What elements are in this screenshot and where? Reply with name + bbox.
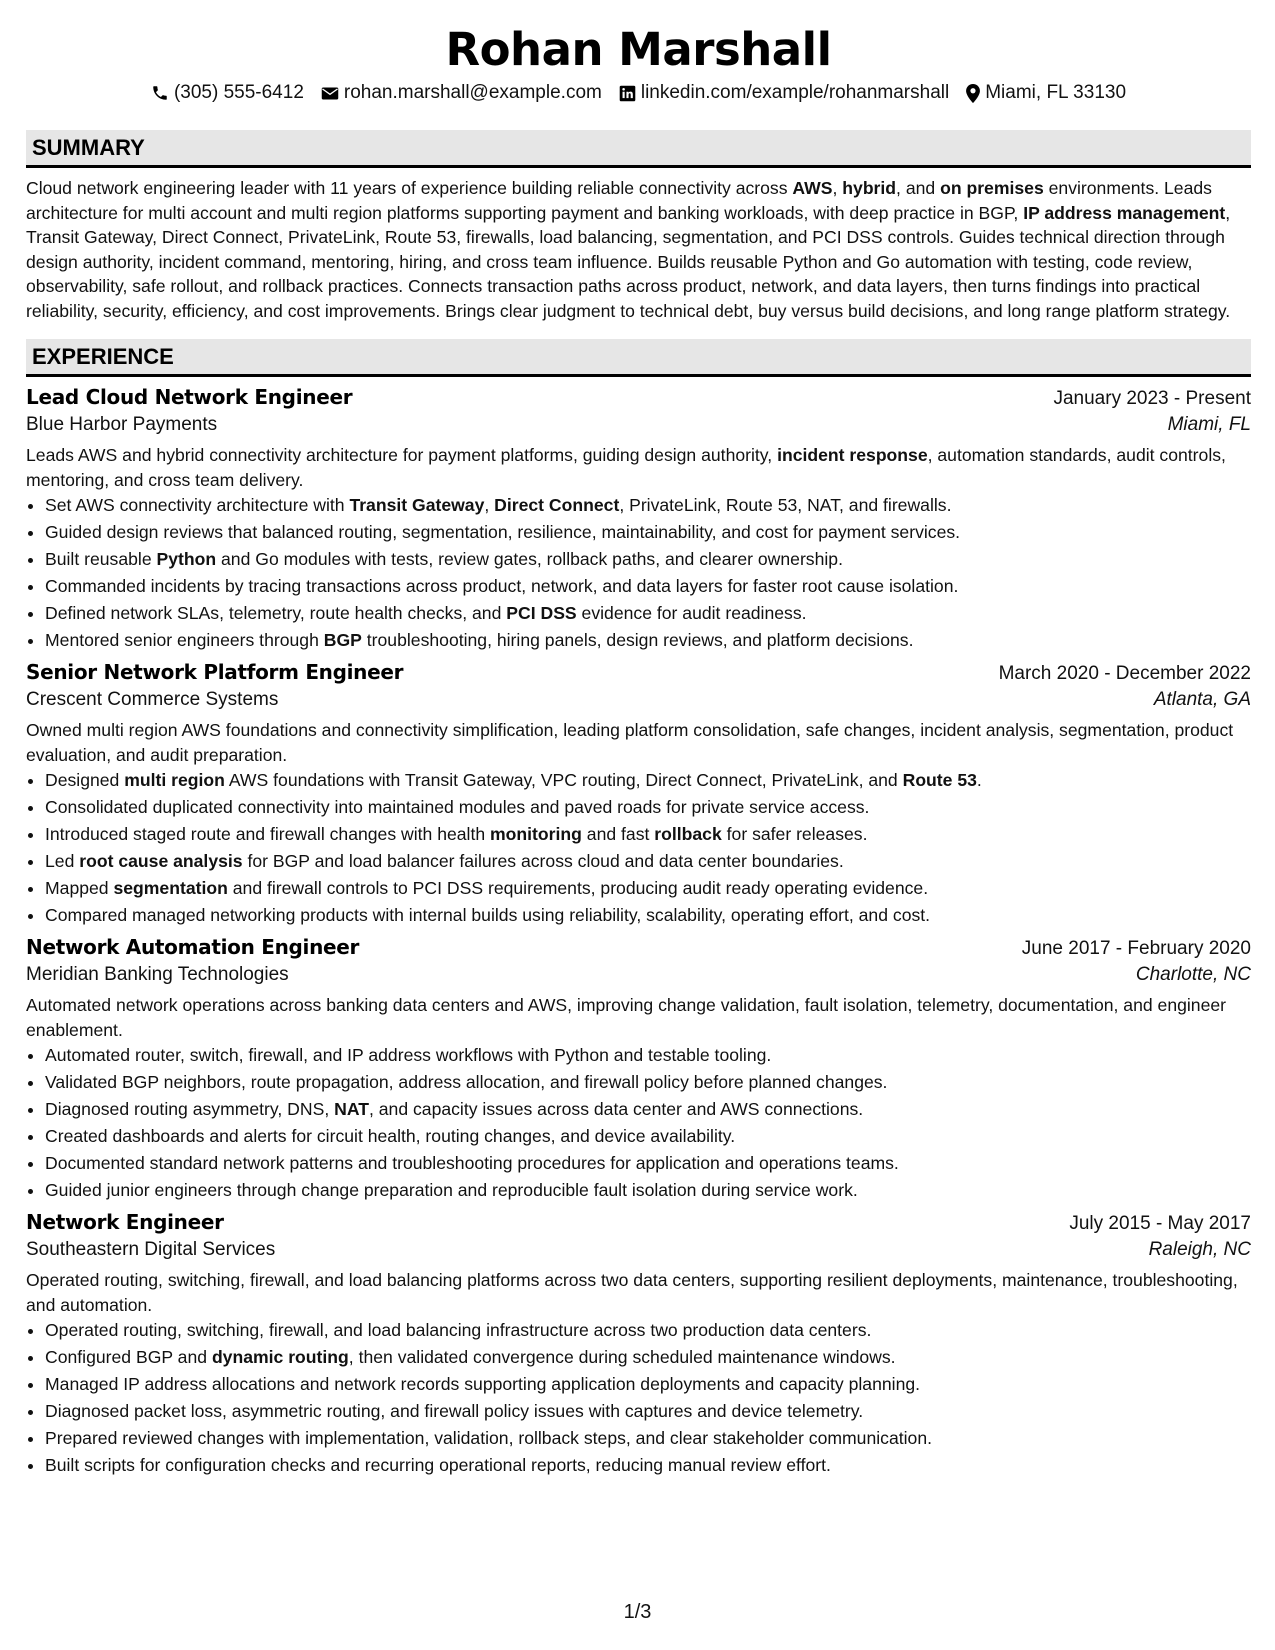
job-title: Network Automation Engineer xyxy=(26,935,360,959)
job-location: Atlanta, GA xyxy=(1153,689,1251,710)
bullet-item: • Compared managed networking products with internal builds using reliability, scalability, operating effort, and cost. xyxy=(45,902,1251,929)
bullet-item: • Operated routing, switching, firewall, and load balancing infrastructure across two production data centers. xyxy=(45,1317,1251,1344)
bullet-item: • Defined network SLAs, telemetry, route health checks, and PCI DSS evidence for audit readiness. xyxy=(45,600,1251,627)
job-company-row xyxy=(26,1239,1251,1261)
bullet-item: • Documented standard network patterns and troubleshooting procedures for application and operations teams. xyxy=(45,1150,1251,1177)
location-text: Miami, FL 33130 xyxy=(985,82,1127,103)
bullet-item: • Mapped segmentation and firewall controls to PCI DSS requirements, producing audit ready operating evidence. xyxy=(45,875,1251,902)
summary-heading: SUMMARY xyxy=(26,130,1251,168)
job-location: Miami, FL xyxy=(1167,414,1251,435)
bullet-item: • Automated router, switch, firewall, and IP address workflows with Python and testable tooling. xyxy=(45,1042,1251,1069)
job-company-row xyxy=(26,964,1251,986)
bullet-item: • Configured BGP and dynamic routing, then validated convergence during scheduled maintenance windows. xyxy=(45,1344,1251,1371)
bullet-item: • Guided design reviews that balanced routing, segmentation, resilience, maintainability, and cost for payment services. xyxy=(45,519,1251,546)
candidate-name: Rohan Marshall xyxy=(445,23,832,76)
bullet-item: • Diagnosed packet loss, asymmetric routing, and firewall policy issues with captures and device telemetry. xyxy=(45,1398,1251,1425)
job-entry xyxy=(26,385,1251,654)
bullet-item: • Commanded incidents by tracing transactions across product, network, and data layers for faster root cause isolation. xyxy=(45,573,1251,600)
job-company: Blue Harbor Payments xyxy=(26,414,218,435)
job-company-row xyxy=(26,689,1251,711)
bullet-item: • Built scripts for configuration checks and recurring operational reports, reducing manual review effort. xyxy=(45,1452,1251,1479)
job-header-row xyxy=(26,660,1251,685)
experience-list xyxy=(26,385,1251,1479)
bullet-item: • Prepared reviewed changes with implementation, validation, rollback steps, and clear stakeholder communication. xyxy=(45,1425,1251,1452)
bullet-item: • Created dashboards and alerts for circuit health, routing changes, and device availability. xyxy=(45,1123,1251,1150)
linkedin-icon xyxy=(619,85,636,102)
phone-icon xyxy=(151,84,169,102)
resume-page xyxy=(26,0,1251,1479)
job-location: Raleigh, NC xyxy=(1148,1239,1251,1260)
contact-linkedin[interactable] xyxy=(619,82,949,104)
bullet-item: • Led root cause analysis for BGP and load balancer failures across cloud and data center boundaries. xyxy=(45,848,1251,875)
job-entry xyxy=(26,935,1251,1204)
bullet-item: • Managed IP address allocations and network records supporting application deployments and capacity planning. xyxy=(45,1371,1251,1398)
bullet-item: • Built reusable Python and Go modules with tests, review gates, rollback paths, and clearer ownership. xyxy=(45,546,1251,573)
phone-text: (305) 555-6412 xyxy=(173,82,304,103)
job-title: Senior Network Platform Engineer xyxy=(26,660,404,684)
contact-location xyxy=(966,82,1126,104)
job-dates: June 2017 - February 2020 xyxy=(1021,938,1251,959)
job-header-row xyxy=(26,1210,1251,1235)
experience-heading: EXPERIENCE xyxy=(26,339,1251,377)
job-bullets xyxy=(26,1042,1251,1204)
bullet-item: • Set AWS connectivity architecture with Transit Gateway, Direct Connect, PrivateLink, Route 53, NAT, and firewalls. xyxy=(45,492,1251,519)
job-description: Leads AWS and hybrid connectivity architecture for payment platforms, guiding design authority, incident response, automation standards, audit controls, mentoring, and cross team delivery. xyxy=(26,445,1226,490)
contact-bar xyxy=(26,82,1251,104)
job-dates: January 2023 - Present xyxy=(1053,388,1251,409)
contact-phone[interactable] xyxy=(151,82,304,104)
email-text: rohan.marshall@example.com xyxy=(343,82,602,103)
job-title: Lead Cloud Network Engineer xyxy=(26,385,353,409)
job-title: Network Engineer xyxy=(26,1210,224,1234)
job-header-row xyxy=(26,935,1251,960)
bullet-item: • Guided junior engineers through change preparation and reproducible fault isolation during service work. xyxy=(45,1177,1251,1204)
job-company: Crescent Commerce Systems xyxy=(26,689,279,710)
job-dates: March 2020 - December 2022 xyxy=(998,663,1251,684)
bullet-item: • Designed multi region AWS foundations with Transit Gateway, VPC routing, Direct Connect, PrivateLink, and Route 53. xyxy=(45,767,1251,794)
page-number: 1/3 xyxy=(623,1601,652,1623)
job-location: Charlotte, NC xyxy=(1135,964,1251,985)
job-dates: July 2015 - May 2017 xyxy=(1069,1213,1251,1234)
job-description: Operated routing, switching, firewall, and load balancing platforms across two data centers, supporting resilient deployments, maintenance, troubleshooting, and automation. xyxy=(26,1270,1238,1315)
job-bullets xyxy=(26,492,1251,654)
job-entry xyxy=(26,660,1251,929)
job-company: Southeastern Digital Services xyxy=(26,1239,276,1260)
map-pin-icon xyxy=(966,84,980,103)
summary-text: Cloud network engineering leader with 11 years of experience building reliable connectivity across AWS, hybrid, and on premises environments. Leads architecture for multi account and multi region platforms supporting payment and banking workloads, with deep practice in BGP, IP address management, Transit Gateway, Direct Connect, PrivateLink, Route 53, firewalls, load balancing, segmentation, and PCI DSS controls. Guides technical direction through design authority, incident command, mentoring, hiring, and cross team influence. Builds reusable Python and Go automation with testing, code review, observability, safe rollout, and rollback practices. Connects transaction paths across product, network, and data layers, then turns findings into practical reliability, security, efficiency, and cost improvements. Brings clear judgment to technical debt, buy versus build decisions, and long range platform strategy. xyxy=(26,178,1231,321)
bullet-item: • Introduced staged route and firewall changes with health monitoring and fast rollback for safer releases. xyxy=(45,821,1251,848)
job-bullets xyxy=(26,767,1251,929)
job-entry xyxy=(26,1210,1251,1479)
job-header-row xyxy=(26,385,1251,410)
job-company: Meridian Banking Technologies xyxy=(26,964,289,985)
contact-email[interactable] xyxy=(321,82,602,104)
linkedin-text: linkedin.com/example/rohanmarshall xyxy=(640,82,950,103)
job-company-row xyxy=(26,414,1251,436)
job-description: Owned multi region AWS foundations and connectivity simplification, leading platform consolidation, safe changes, incident analysis, segmentation, product evaluation, and audit preparation. xyxy=(26,720,1234,765)
envelope-icon xyxy=(321,86,339,101)
job-bullets xyxy=(26,1317,1251,1479)
bullet-item: • Consolidated duplicated connectivity into maintained modules and paved roads for private service access. xyxy=(45,794,1251,821)
bullet-item: • Mentored senior engineers through BGP troubleshooting, hiring panels, design reviews, and platform decisions. xyxy=(45,627,1251,654)
bullet-item: • Diagnosed routing asymmetry, DNS, NAT, and capacity issues across data center and AWS connections. xyxy=(45,1096,1251,1123)
bullet-item: • Validated BGP neighbors, route propagation, address allocation, and firewall policy before planned changes. xyxy=(45,1069,1251,1096)
job-description: Automated network operations across banking data centers and AWS, improving change validation, fault isolation, telemetry, documentation, and engineer enablement. xyxy=(26,995,1227,1040)
